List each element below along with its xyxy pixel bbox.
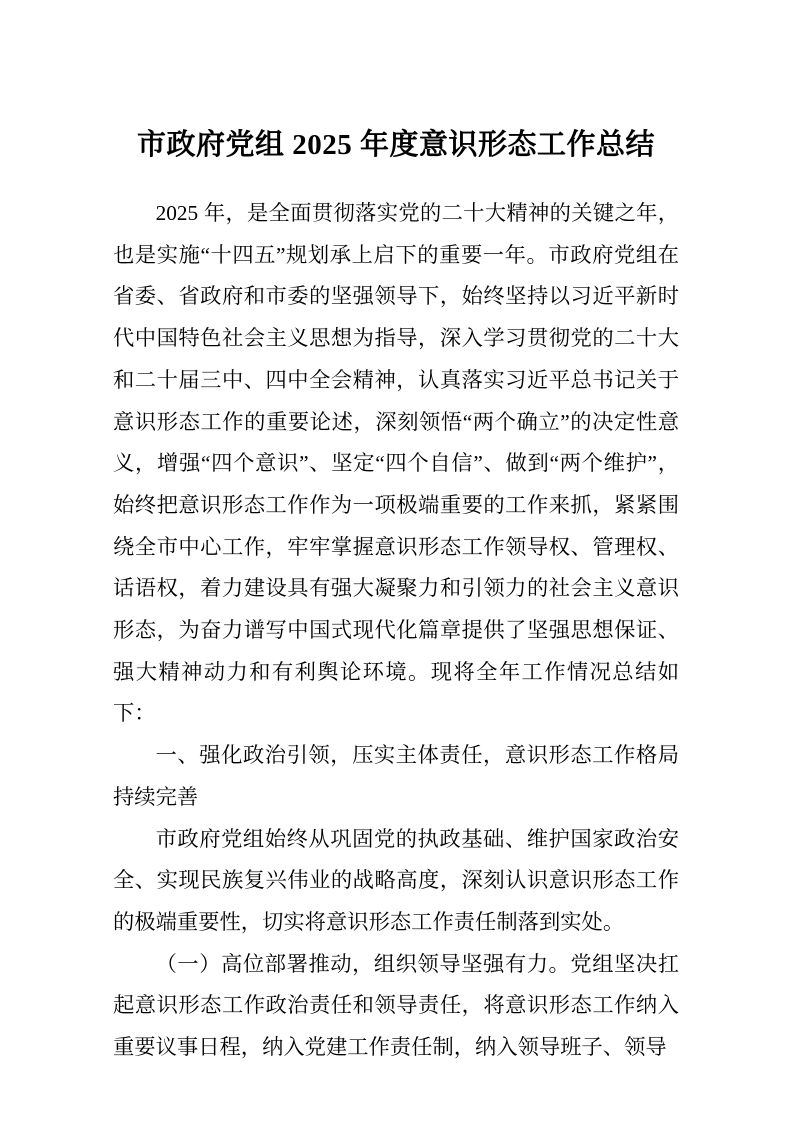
document-title: 市政府党组 2025 年度意识形态工作总结 bbox=[136, 129, 655, 161]
section-heading: 一、强化政治引领，压实主体责任，意识形态工作格局持续完善 bbox=[113, 743, 679, 809]
paragraph: 市政府党组始终从巩固党的执政基础、维护国家政治安全、实现民族复兴伟业的战略高度，深刻认识意识形态工作的极端重要性，切实将意识形态工作责任制落到实处。 bbox=[113, 826, 679, 934]
paragraph: （一）高位部署推动，组织领导坚强有力。党组坚决扛起意识形态工作政治责任和领导责任，将意识形态工作纳入重要议事日程，纳入党建工作责任制，纳入领导班子、领导 bbox=[113, 951, 679, 1060]
paragraph: 2025 年，是全面贯彻落实党的二十大精神的关键之年，也是实施“十四五”规划承上启下的重要一年。市政府党组在省委、省政府和市委的坚强领导下，始终坚持以习近平新时代中国特色社会主义思想为指导，深入学习贯彻党的二十大和二十届三中、四中全会精神，认真落实习近平总书记关于意识形态工作的重要论述，深刻领悟“两个确立”的决定性意义，增强“四个意识”、坚定“四个自信”、做到“两个维护”，始终把意识形态工作作为一项极端重要的工作来抓，紧紧围绕全市中心工作，牢牢掌握意识形态工作领导权、管理权、话语权，着力建设具有强大凝聚力和引领力的社会主义意识形态，为奋力谱写中国式现代化篇章提供了坚强思想保证、强大精神动力和有利舆论环境。现将全年工作情况总结如下： bbox=[113, 201, 679, 726]
document-body bbox=[113, 193, 679, 1069]
